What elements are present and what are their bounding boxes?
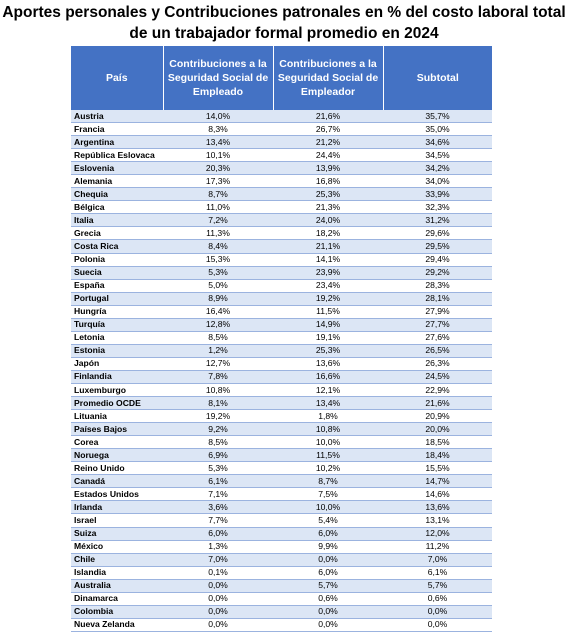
table-row bbox=[71, 423, 492, 436]
country-cell: Eslovenia bbox=[71, 162, 163, 175]
employee-contribution-cell: 6,9% bbox=[163, 449, 273, 462]
employer-contribution-cell: 0,0% bbox=[273, 605, 383, 618]
employee-contribution-cell: 8,5% bbox=[163, 331, 273, 344]
table-row bbox=[71, 370, 492, 383]
country-cell: Corea bbox=[71, 436, 163, 449]
table-row bbox=[71, 201, 492, 214]
table-row bbox=[71, 162, 492, 175]
contributions-table bbox=[71, 46, 492, 632]
table-row bbox=[71, 214, 492, 227]
employer-contribution-cell: 1,8% bbox=[273, 410, 383, 423]
table-row bbox=[71, 618, 492, 631]
subtotal-cell: 18,5% bbox=[383, 436, 492, 449]
employer-contribution-cell: 11,5% bbox=[273, 305, 383, 318]
employer-contribution-cell: 21,6% bbox=[273, 110, 383, 123]
country-cell: Chile bbox=[71, 553, 163, 566]
country-cell: España bbox=[71, 279, 163, 292]
country-cell: Francia bbox=[71, 123, 163, 136]
subtotal-cell: 27,9% bbox=[383, 305, 492, 318]
subtotal-cell: 21,6% bbox=[383, 397, 492, 410]
country-cell: Noruega bbox=[71, 449, 163, 462]
employee-contribution-cell: 11,3% bbox=[163, 227, 273, 240]
subtotal-cell: 0,0% bbox=[383, 618, 492, 631]
employee-contribution-cell: 9,2% bbox=[163, 423, 273, 436]
table-row bbox=[71, 188, 492, 201]
table-row bbox=[71, 579, 492, 592]
country-cell: México bbox=[71, 540, 163, 553]
subtotal-cell: 29,5% bbox=[383, 240, 492, 253]
table-row bbox=[71, 410, 492, 423]
employer-contribution-cell: 5,7% bbox=[273, 579, 383, 592]
subtotal-cell: 14,7% bbox=[383, 475, 492, 488]
employer-contribution-cell: 18,2% bbox=[273, 227, 383, 240]
employee-contribution-cell: 12,7% bbox=[163, 357, 273, 370]
table-row bbox=[71, 605, 492, 618]
country-cell: Colombia bbox=[71, 605, 163, 618]
subtotal-cell: 22,9% bbox=[383, 383, 492, 396]
subtotal-cell: 29,2% bbox=[383, 266, 492, 279]
subtotal-cell: 28,1% bbox=[383, 292, 492, 305]
subtotal-cell: 27,6% bbox=[383, 331, 492, 344]
subtotal-cell: 7,0% bbox=[383, 553, 492, 566]
table-row bbox=[71, 527, 492, 540]
employee-contribution-cell: 16,4% bbox=[163, 305, 273, 318]
employer-contribution-cell: 23,9% bbox=[273, 266, 383, 279]
subtotal-cell: 34,6% bbox=[383, 136, 492, 149]
table-row bbox=[71, 253, 492, 266]
country-cell: Australia bbox=[71, 579, 163, 592]
employee-contribution-cell: 7,7% bbox=[163, 514, 273, 527]
table-row bbox=[71, 553, 492, 566]
table-row bbox=[71, 149, 492, 162]
subtotal-cell: 33,9% bbox=[383, 188, 492, 201]
employer-contribution-cell: 16,6% bbox=[273, 370, 383, 383]
employer-contribution-cell: 21,3% bbox=[273, 201, 383, 214]
country-cell: Canadá bbox=[71, 475, 163, 488]
country-cell: Finlandia bbox=[71, 370, 163, 383]
subtotal-cell: 28,3% bbox=[383, 279, 492, 292]
document-title bbox=[0, 0, 568, 44]
subtotal-cell: 13,6% bbox=[383, 501, 492, 514]
employee-contribution-cell: 10,8% bbox=[163, 383, 273, 396]
country-cell: Nueva Zelanda bbox=[71, 618, 163, 631]
subtotal-cell: 35,0% bbox=[383, 123, 492, 136]
employer-contribution-cell: 6,0% bbox=[273, 566, 383, 579]
subtotal-cell: 29,4% bbox=[383, 253, 492, 266]
employee-contribution-cell: 8,7% bbox=[163, 188, 273, 201]
table-row bbox=[71, 566, 492, 579]
table-header bbox=[71, 46, 492, 110]
country-cell: Países Bajos bbox=[71, 423, 163, 436]
subtotal-cell: 35,7% bbox=[383, 110, 492, 123]
subtotal-cell: 24,5% bbox=[383, 370, 492, 383]
title-line-1: Aportes personales y Contribuciones patronales en % del costo laboral total bbox=[2, 4, 566, 21]
employee-contribution-cell: 17,3% bbox=[163, 175, 273, 188]
country-cell: Polonia bbox=[71, 253, 163, 266]
table-row bbox=[71, 397, 492, 410]
employee-contribution-cell: 7,0% bbox=[163, 553, 273, 566]
country-cell: Chequia bbox=[71, 188, 163, 201]
employer-contribution-cell: 10,2% bbox=[273, 462, 383, 475]
employer-contribution-cell: 13,4% bbox=[273, 397, 383, 410]
subtotal-cell: 14,6% bbox=[383, 488, 492, 501]
employer-contribution-cell: 10,8% bbox=[273, 423, 383, 436]
employer-contribution-cell: 13,9% bbox=[273, 162, 383, 175]
table-row bbox=[71, 514, 492, 527]
country-cell: Estonia bbox=[71, 344, 163, 357]
employer-contribution-cell: 9,9% bbox=[273, 540, 383, 553]
subtotal-cell: 31,2% bbox=[383, 214, 492, 227]
employee-contribution-cell: 20,3% bbox=[163, 162, 273, 175]
employer-contribution-cell: 21,2% bbox=[273, 136, 383, 149]
employee-contribution-cell: 0,1% bbox=[163, 566, 273, 579]
table-row bbox=[71, 344, 492, 357]
table-row bbox=[71, 227, 492, 240]
employer-contribution-cell: 24,0% bbox=[273, 214, 383, 227]
country-cell: Promedio OCDE bbox=[71, 397, 163, 410]
employee-contribution-cell: 15,3% bbox=[163, 253, 273, 266]
employer-contribution-cell: 7,5% bbox=[273, 488, 383, 501]
employer-contribution-cell: 16,8% bbox=[273, 175, 383, 188]
employee-contribution-cell: 0,0% bbox=[163, 605, 273, 618]
country-cell: Irlanda bbox=[71, 501, 163, 514]
employee-contribution-cell: 12,8% bbox=[163, 318, 273, 331]
country-cell: Grecia bbox=[71, 227, 163, 240]
table-row bbox=[71, 318, 492, 331]
employee-contribution-cell: 6,0% bbox=[163, 527, 273, 540]
employee-contribution-cell: 7,2% bbox=[163, 214, 273, 227]
country-cell: Bélgica bbox=[71, 201, 163, 214]
table-row bbox=[71, 136, 492, 149]
employee-contribution-cell: 11,0% bbox=[163, 201, 273, 214]
title-line-2: de un trabajador formal promedio en 2024 bbox=[129, 25, 439, 42]
header-pais: País bbox=[71, 46, 163, 110]
employee-contribution-cell: 8,4% bbox=[163, 240, 273, 253]
subtotal-cell: 15,5% bbox=[383, 462, 492, 475]
subtotal-cell: 20,9% bbox=[383, 410, 492, 423]
subtotal-cell: 27,7% bbox=[383, 318, 492, 331]
subtotal-cell: 6,1% bbox=[383, 566, 492, 579]
employer-contribution-cell: 11,5% bbox=[273, 449, 383, 462]
table-row bbox=[71, 266, 492, 279]
country-cell: Letonia bbox=[71, 331, 163, 344]
employer-contribution-cell: 14,1% bbox=[273, 253, 383, 266]
country-cell: Argentina bbox=[71, 136, 163, 149]
employee-contribution-cell: 3,6% bbox=[163, 501, 273, 514]
employee-contribution-cell: 8,9% bbox=[163, 292, 273, 305]
employer-contribution-cell: 0,6% bbox=[273, 592, 383, 605]
employer-contribution-cell: 19,2% bbox=[273, 292, 383, 305]
table-row bbox=[71, 383, 492, 396]
employer-contribution-cell: 10,0% bbox=[273, 501, 383, 514]
country-cell: Islandia bbox=[71, 566, 163, 579]
employee-contribution-cell: 8,3% bbox=[163, 123, 273, 136]
country-cell: Reino Unido bbox=[71, 462, 163, 475]
subtotal-cell: 29,6% bbox=[383, 227, 492, 240]
employee-contribution-cell: 0,0% bbox=[163, 592, 273, 605]
employer-contribution-cell: 19,1% bbox=[273, 331, 383, 344]
country-cell: Italia bbox=[71, 214, 163, 227]
subtotal-cell: 12,0% bbox=[383, 527, 492, 540]
table-row bbox=[71, 449, 492, 462]
employee-contribution-cell: 14,0% bbox=[163, 110, 273, 123]
table-row bbox=[71, 501, 492, 514]
employee-contribution-cell: 0,0% bbox=[163, 618, 273, 631]
subtotal-cell: 20,0% bbox=[383, 423, 492, 436]
subtotal-cell: 26,3% bbox=[383, 357, 492, 370]
employer-contribution-cell: 10,0% bbox=[273, 436, 383, 449]
country-cell: Lituania bbox=[71, 410, 163, 423]
table-row bbox=[71, 488, 492, 501]
header-empleado: Contribuciones a la Seguridad Social de Empleado bbox=[163, 46, 273, 110]
table-row bbox=[71, 592, 492, 605]
country-cell: Austria bbox=[71, 110, 163, 123]
table-row bbox=[71, 279, 492, 292]
employee-contribution-cell: 19,2% bbox=[163, 410, 273, 423]
employee-contribution-cell: 8,1% bbox=[163, 397, 273, 410]
employer-contribution-cell: 8,7% bbox=[273, 475, 383, 488]
employer-contribution-cell: 25,3% bbox=[273, 344, 383, 357]
header-empleador: Contribuciones a la Seguridad Social de Empleador bbox=[273, 46, 383, 110]
employee-contribution-cell: 5,0% bbox=[163, 279, 273, 292]
table-row bbox=[71, 436, 492, 449]
employer-contribution-cell: 6,0% bbox=[273, 527, 383, 540]
country-cell: República Eslovaca bbox=[71, 149, 163, 162]
subtotal-cell: 0,0% bbox=[383, 605, 492, 618]
employer-contribution-cell: 5,4% bbox=[273, 514, 383, 527]
table-row bbox=[71, 462, 492, 475]
employer-contribution-cell: 25,3% bbox=[273, 188, 383, 201]
header-row bbox=[71, 46, 492, 110]
table-row bbox=[71, 357, 492, 370]
table-row bbox=[71, 110, 492, 123]
employer-contribution-cell: 13,6% bbox=[273, 357, 383, 370]
employee-contribution-cell: 7,1% bbox=[163, 488, 273, 501]
employer-contribution-cell: 24,4% bbox=[273, 149, 383, 162]
employee-contribution-cell: 1,2% bbox=[163, 344, 273, 357]
employer-contribution-cell: 23,4% bbox=[273, 279, 383, 292]
subtotal-cell: 18,4% bbox=[383, 449, 492, 462]
country-cell: Israel bbox=[71, 514, 163, 527]
employee-contribution-cell: 5,3% bbox=[163, 266, 273, 279]
employer-contribution-cell: 0,0% bbox=[273, 553, 383, 566]
subtotal-cell: 26,5% bbox=[383, 344, 492, 357]
country-cell: Costa Rica bbox=[71, 240, 163, 253]
subtotal-cell: 34,5% bbox=[383, 149, 492, 162]
employee-contribution-cell: 13,4% bbox=[163, 136, 273, 149]
table-row bbox=[71, 331, 492, 344]
table-row bbox=[71, 475, 492, 488]
subtotal-cell: 13,1% bbox=[383, 514, 492, 527]
country-cell: Dinamarca bbox=[71, 592, 163, 605]
country-cell: Japón bbox=[71, 357, 163, 370]
table-row bbox=[71, 305, 492, 318]
subtotal-cell: 5,7% bbox=[383, 579, 492, 592]
country-cell: Portugal bbox=[71, 292, 163, 305]
country-cell: Turquía bbox=[71, 318, 163, 331]
country-cell: Suiza bbox=[71, 527, 163, 540]
table-body bbox=[71, 110, 492, 631]
subtotal-cell: 34,0% bbox=[383, 175, 492, 188]
subtotal-cell: 32,3% bbox=[383, 201, 492, 214]
country-cell: Estados Unidos bbox=[71, 488, 163, 501]
employee-contribution-cell: 8,5% bbox=[163, 436, 273, 449]
table-row bbox=[71, 123, 492, 136]
employer-contribution-cell: 12,1% bbox=[273, 383, 383, 396]
employee-contribution-cell: 10,1% bbox=[163, 149, 273, 162]
header-subtotal: Subtotal bbox=[383, 46, 492, 110]
country-cell: Alemania bbox=[71, 175, 163, 188]
employee-contribution-cell: 0,0% bbox=[163, 579, 273, 592]
country-cell: Suecia bbox=[71, 266, 163, 279]
table-row bbox=[71, 292, 492, 305]
employee-contribution-cell: 1,3% bbox=[163, 540, 273, 553]
country-cell: Luxemburgo bbox=[71, 383, 163, 396]
subtotal-cell: 34,2% bbox=[383, 162, 492, 175]
table-row bbox=[71, 240, 492, 253]
employer-contribution-cell: 21,1% bbox=[273, 240, 383, 253]
table-row bbox=[71, 540, 492, 553]
subtotal-cell: 11,2% bbox=[383, 540, 492, 553]
employee-contribution-cell: 5,3% bbox=[163, 462, 273, 475]
employer-contribution-cell: 26,7% bbox=[273, 123, 383, 136]
employer-contribution-cell: 14,9% bbox=[273, 318, 383, 331]
table-row bbox=[71, 175, 492, 188]
employee-contribution-cell: 6,1% bbox=[163, 475, 273, 488]
country-cell: Hungría bbox=[71, 305, 163, 318]
employer-contribution-cell: 0,0% bbox=[273, 618, 383, 631]
subtotal-cell: 0,6% bbox=[383, 592, 492, 605]
employee-contribution-cell: 7,8% bbox=[163, 370, 273, 383]
